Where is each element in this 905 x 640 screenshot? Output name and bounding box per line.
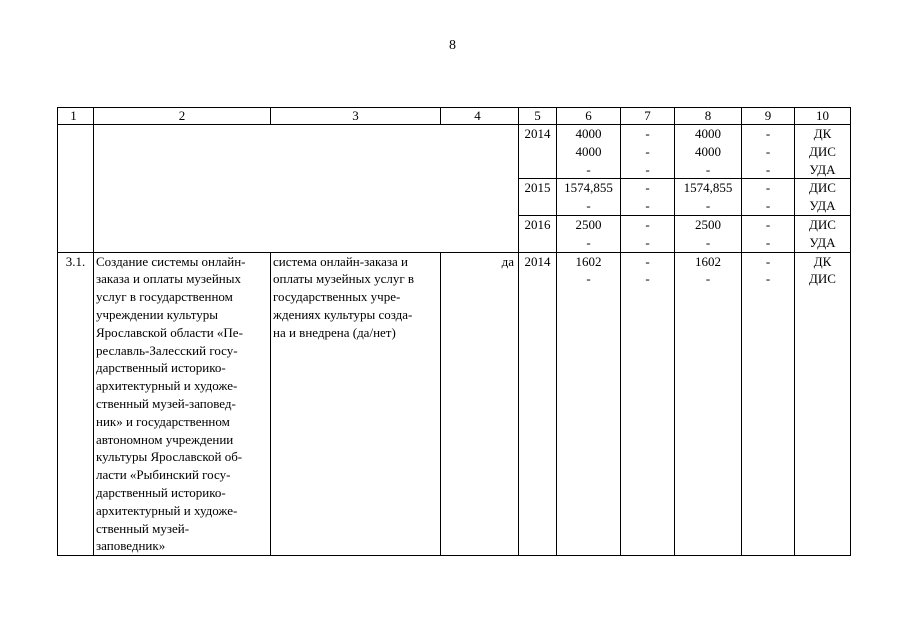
col10-cell: [795, 215, 851, 252]
cell-line: 4000: [575, 143, 602, 159]
indicator-line: государственных учре-: [273, 289, 401, 305]
cell-line: 2500: [575, 216, 602, 232]
cell-line: -: [586, 161, 591, 177]
cell-line: ДИС: [809, 180, 836, 196]
cell-line: 2500: [695, 216, 721, 232]
col8-cell: [675, 125, 742, 179]
table-row: [58, 125, 851, 179]
cell-line: -: [586, 271, 591, 287]
budget-table: [57, 107, 851, 556]
description-line: учреждении культуры: [96, 306, 219, 322]
cell-line: УДА: [809, 234, 836, 250]
description-line: дарственный историко-: [96, 484, 226, 500]
description-line: дарственный историко-: [96, 360, 226, 376]
col7-cell: [621, 215, 675, 252]
year-cell: 2015: [519, 179, 557, 216]
column-header-3: 3: [271, 108, 441, 125]
col10-cell: [795, 252, 851, 556]
column-header-1: 1: [58, 108, 94, 125]
cell-line: ДИС: [809, 271, 836, 287]
col8-cell: [675, 179, 742, 216]
col6-cell: [557, 215, 621, 252]
col10-cell: [795, 179, 851, 216]
cell-line: ДИС: [809, 143, 836, 159]
description-line: автономном учреждении: [96, 431, 234, 447]
col6-cell: [557, 125, 621, 179]
cell-line: -: [586, 234, 591, 250]
indicator-line: на и внедрена (да/нет): [273, 324, 396, 340]
table-row-item-3-1: [58, 252, 851, 556]
cell-line: -: [645, 126, 650, 141]
cell-line: 1602: [695, 253, 721, 269]
col7-cell: [621, 179, 675, 216]
cell-line: -: [765, 271, 771, 287]
description-line: реславль-Залесский госу-: [96, 342, 238, 358]
year-cell: 2014: [519, 252, 557, 556]
cell-line: -: [645, 271, 650, 287]
cell-line: -: [645, 198, 650, 214]
item-number-cell: 3.1.: [58, 252, 94, 556]
description-line: Ярославской области «Пе-: [96, 324, 243, 340]
cell-line: -: [645, 143, 650, 159]
cell-line: -: [765, 253, 771, 269]
cell-line: -: [765, 198, 771, 214]
col6-cell: [557, 252, 621, 556]
cell-line: 1574,855: [564, 180, 613, 196]
col8-cell: [675, 215, 742, 252]
col7-cell: [621, 252, 675, 556]
column-header-9: 9: [742, 108, 795, 125]
description-line: заказа и оплаты музейных: [96, 271, 241, 287]
description-line: архитектурный и художе-: [96, 378, 238, 394]
column-header-6: 6: [557, 108, 621, 125]
cell-line: -: [645, 161, 650, 177]
col9-cell: [742, 252, 795, 556]
cell-line: -: [765, 161, 771, 177]
cell-line: -: [645, 216, 650, 232]
description-line: заповедник»: [96, 538, 166, 554]
empty-num-cell: [58, 125, 94, 253]
description-line: ственный музей-заповед-: [96, 395, 236, 411]
page-number: 8: [449, 38, 456, 53]
column-header-4: 4: [441, 108, 519, 125]
cell-line: -: [586, 198, 591, 214]
cell-line: -: [705, 271, 711, 287]
col9-cell: [742, 125, 795, 179]
col6-cell: [557, 179, 621, 216]
description-line: Создание системы онлайн-: [96, 253, 246, 269]
column-header-2: 2: [94, 108, 271, 125]
cell-line: ДК: [813, 126, 832, 141]
cell-line: УДА: [809, 161, 836, 177]
cell-line: -: [765, 234, 771, 250]
cell-line: 4000: [575, 126, 602, 141]
indicator-line: система онлайн-заказа и: [273, 253, 408, 269]
year-cell: 2014: [519, 125, 557, 179]
cell-line: 4000: [695, 126, 721, 141]
cell-line: -: [705, 198, 711, 214]
empty-description-cell: [94, 125, 519, 253]
cell-line: 1574,855: [683, 180, 733, 196]
col8-cell: [675, 252, 742, 556]
column-header-7: 7: [621, 108, 675, 125]
cell-line: 4000: [695, 143, 721, 159]
description-line: ник» и государственном: [96, 413, 230, 429]
col9-cell: [742, 215, 795, 252]
cell-line: -: [705, 161, 711, 177]
cell-line: -: [765, 126, 771, 141]
column-header-10: 10: [795, 108, 851, 125]
cell-line: ДИС: [809, 216, 836, 232]
item-value-cell: да: [441, 252, 519, 556]
year-cell: 2016: [519, 215, 557, 252]
indicator-line: ждениях культуры созда-: [273, 306, 413, 322]
description-line: услуг в государственном: [96, 289, 233, 305]
cell-line: УДА: [809, 198, 836, 214]
cell-line: -: [765, 143, 771, 159]
cell-line: ДК: [813, 253, 832, 269]
description-line: культуры Ярославской об-: [96, 449, 243, 465]
indicator-line: оплаты музейных услуг в: [273, 271, 415, 287]
col9-cell: [742, 179, 795, 216]
description-line: ласти «Рыбинский госу-: [96, 467, 231, 483]
item-description-cell: [94, 252, 271, 556]
cell-line: -: [645, 253, 650, 269]
col10-cell: [795, 125, 851, 179]
cell-line: -: [645, 180, 650, 196]
table-header-row: [58, 108, 851, 125]
column-header-5: 5: [519, 108, 557, 125]
item-indicator-cell: [271, 252, 441, 556]
col7-cell: [621, 125, 675, 179]
description-line: архитектурный и художе-: [96, 502, 238, 518]
cell-line: -: [765, 180, 771, 196]
cell-line: 1602: [575, 253, 602, 269]
cell-line: -: [645, 234, 650, 250]
column-header-8: 8: [675, 108, 742, 125]
cell-line: -: [705, 234, 711, 250]
cell-line: -: [765, 216, 771, 232]
description-line: ственный музей-: [96, 520, 190, 536]
